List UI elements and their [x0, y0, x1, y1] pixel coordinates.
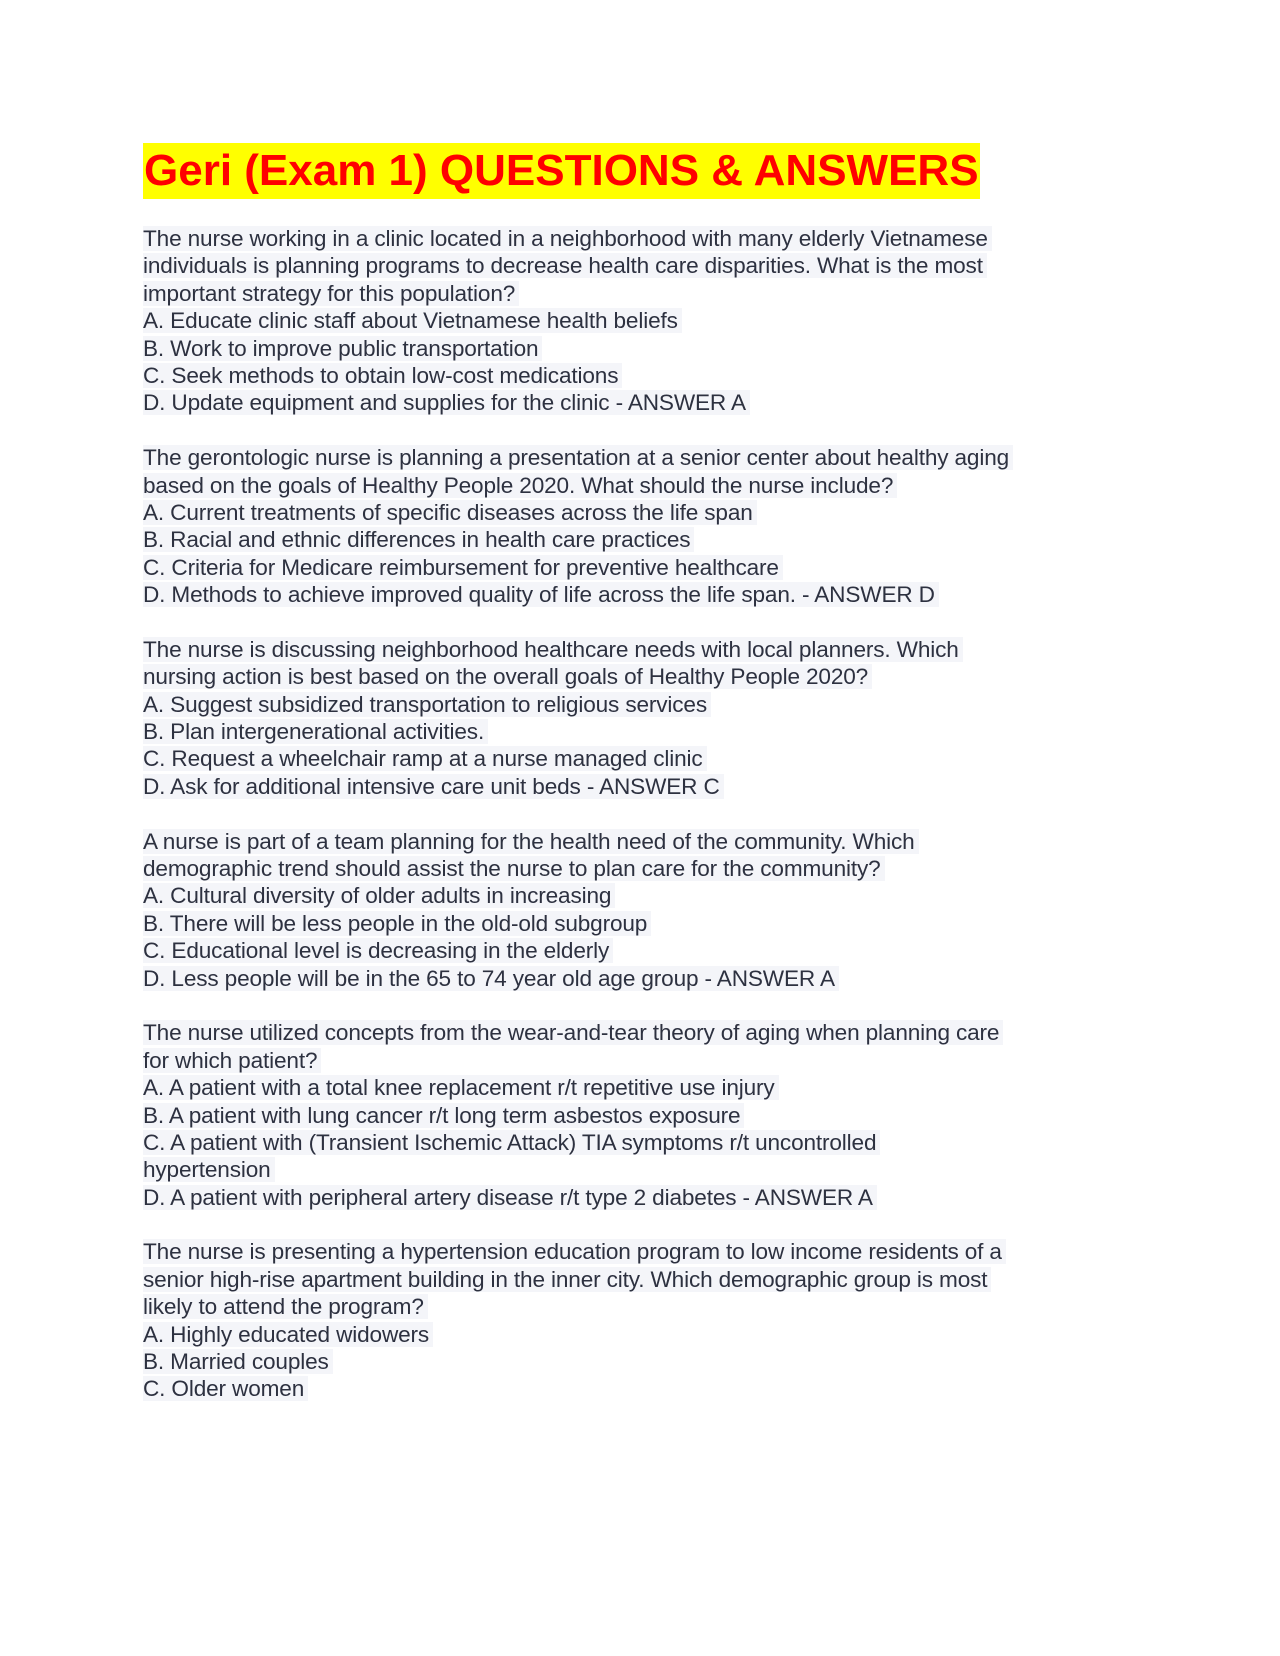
answer-option — [143, 937, 1013, 964]
answer-option-text: hypertension — [143, 1157, 275, 1182]
answer-option — [143, 389, 1013, 416]
answer-option — [143, 718, 1013, 745]
answer-option — [143, 335, 1013, 362]
question-stem-line — [143, 225, 1013, 252]
question-text: demographic trend should assist the nurse to plan care for the community? — [143, 856, 885, 881]
question-text: senior high-rise apartment building in the inner city. Which demographic group is most — [143, 1267, 991, 1292]
answer-option-text: C. Seek methods to obtain low-cost medications — [143, 363, 622, 388]
answer-option — [143, 1348, 1013, 1375]
answer-option — [143, 1156, 1013, 1183]
answer-option — [143, 526, 1013, 553]
question-block — [143, 1019, 1013, 1211]
answer-option — [143, 691, 1013, 718]
answer-option — [143, 581, 1013, 608]
question-text: individuals is planning programs to decrease health care disparities. What is the most — [143, 253, 987, 278]
question-stem-line — [143, 472, 1013, 499]
question-text: The nurse working in a clinic located in a neighborhood with many elderly Vietnamese — [143, 226, 992, 251]
answer-option — [143, 1074, 1013, 1101]
answer-option-text: B. A patient with lung cancer r/t long term asbestos exposure — [143, 1103, 744, 1128]
question-block — [143, 444, 1013, 608]
answer-option-text: D. Methods to achieve improved quality of life across the life span. - ANSWER D — [143, 582, 939, 607]
question-text: The gerontologic nurse is planning a presentation at a senior center about healthy aging — [143, 445, 1013, 470]
answer-option-text: C. A patient with (Transient Ischemic Attack) TIA symptoms r/t uncontrolled — [143, 1130, 880, 1155]
answer-option — [143, 882, 1013, 909]
question-stem-line — [143, 252, 1013, 279]
answer-option — [143, 1321, 1013, 1348]
answer-option — [143, 1129, 1013, 1156]
answer-option-text: B. There will be less people in the old-old subgroup — [143, 911, 651, 936]
question-stem-line — [143, 280, 1013, 307]
answer-option-text: B. Married couples — [143, 1349, 333, 1374]
question-stem-line — [143, 1019, 1013, 1046]
question-text: for which patient? — [143, 1048, 321, 1073]
question-stem-line — [143, 1047, 1013, 1074]
question-text: The nurse utilized concepts from the wear-and-tear theory of aging when planning care — [143, 1020, 1003, 1045]
answer-option-text: A. Highly educated widowers — [143, 1322, 433, 1347]
answer-option — [143, 307, 1013, 334]
question-text: likely to attend the program? — [143, 1294, 428, 1319]
answer-option-text: A. Suggest subsidized transportation to religious services — [143, 692, 711, 717]
document-title: Geri (Exam 1) QUESTIONS & ANSWERS — [143, 143, 980, 199]
answer-option-text: B. Work to improve public transportation — [143, 336, 542, 361]
answer-option-text: D. A patient with peripheral artery disease r/t type 2 diabetes - ANSWER A — [143, 1185, 877, 1210]
question-block — [143, 225, 1013, 417]
answer-option-text: B. Plan intergenerational activities. — [143, 719, 488, 744]
question-stem-line — [143, 663, 1013, 690]
question-stem-line — [143, 1266, 1013, 1293]
question-text: The nurse is discussing neighborhood healthcare needs with local planners. Which — [143, 637, 963, 662]
title-wrap — [143, 143, 980, 199]
question-text: A nurse is part of a team planning for the health need of the community. Which — [143, 829, 919, 854]
questions-list — [143, 225, 1013, 1430]
question-stem-line — [143, 444, 1013, 471]
question-stem-line — [143, 828, 1013, 855]
answer-option — [143, 499, 1013, 526]
question-stem-line — [143, 636, 1013, 663]
question-stem-line — [143, 1293, 1013, 1320]
answer-option-text: C. Educational level is decreasing in the elderly — [143, 938, 613, 963]
question-text: The nurse is presenting a hypertension education program to low income residents of a — [143, 1239, 1006, 1264]
answer-option-text: A. Educate clinic staff about Vietnamese health beliefs — [143, 308, 682, 333]
question-stem-line — [143, 855, 1013, 882]
answer-option — [143, 1184, 1013, 1211]
answer-option-text: A. Cultural diversity of older adults in increasing — [143, 883, 615, 908]
answer-option — [143, 965, 1013, 992]
question-stem-line — [143, 1238, 1013, 1265]
question-block — [143, 828, 1013, 992]
answer-option-text: D. Update equipment and supplies for the clinic - ANSWER A — [143, 390, 750, 415]
question-block — [143, 1238, 1013, 1402]
answer-option — [143, 773, 1013, 800]
answer-option — [143, 554, 1013, 581]
question-block — [143, 636, 1013, 800]
answer-option — [143, 745, 1013, 772]
question-text: based on the goals of Healthy People 2020. What should the nurse include? — [143, 473, 897, 498]
answer-option-text: A. A patient with a total knee replacement r/t repetitive use injury — [143, 1075, 779, 1100]
question-text: important strategy for this population? — [143, 281, 519, 306]
answer-option-text: D. Less people will be in the 65 to 74 year old age group - ANSWER A — [143, 966, 839, 991]
answer-option-text: C. Older women — [143, 1376, 308, 1401]
answer-option-text: B. Racial and ethnic differences in health care practices — [143, 527, 694, 552]
answer-option — [143, 1102, 1013, 1129]
answer-option-text: A. Current treatments of specific diseases across the life span — [143, 500, 757, 525]
answer-option — [143, 1375, 1013, 1402]
answer-option-text: D. Ask for additional intensive care unit beds - ANSWER C — [143, 774, 724, 799]
answer-option — [143, 362, 1013, 389]
question-text: nursing action is best based on the overall goals of Healthy People 2020? — [143, 664, 872, 689]
answer-option-text: C. Criteria for Medicare reimbursement for preventive healthcare — [143, 555, 783, 580]
answer-option-text: C. Request a wheelchair ramp at a nurse managed clinic — [143, 746, 707, 771]
answer-option — [143, 910, 1013, 937]
